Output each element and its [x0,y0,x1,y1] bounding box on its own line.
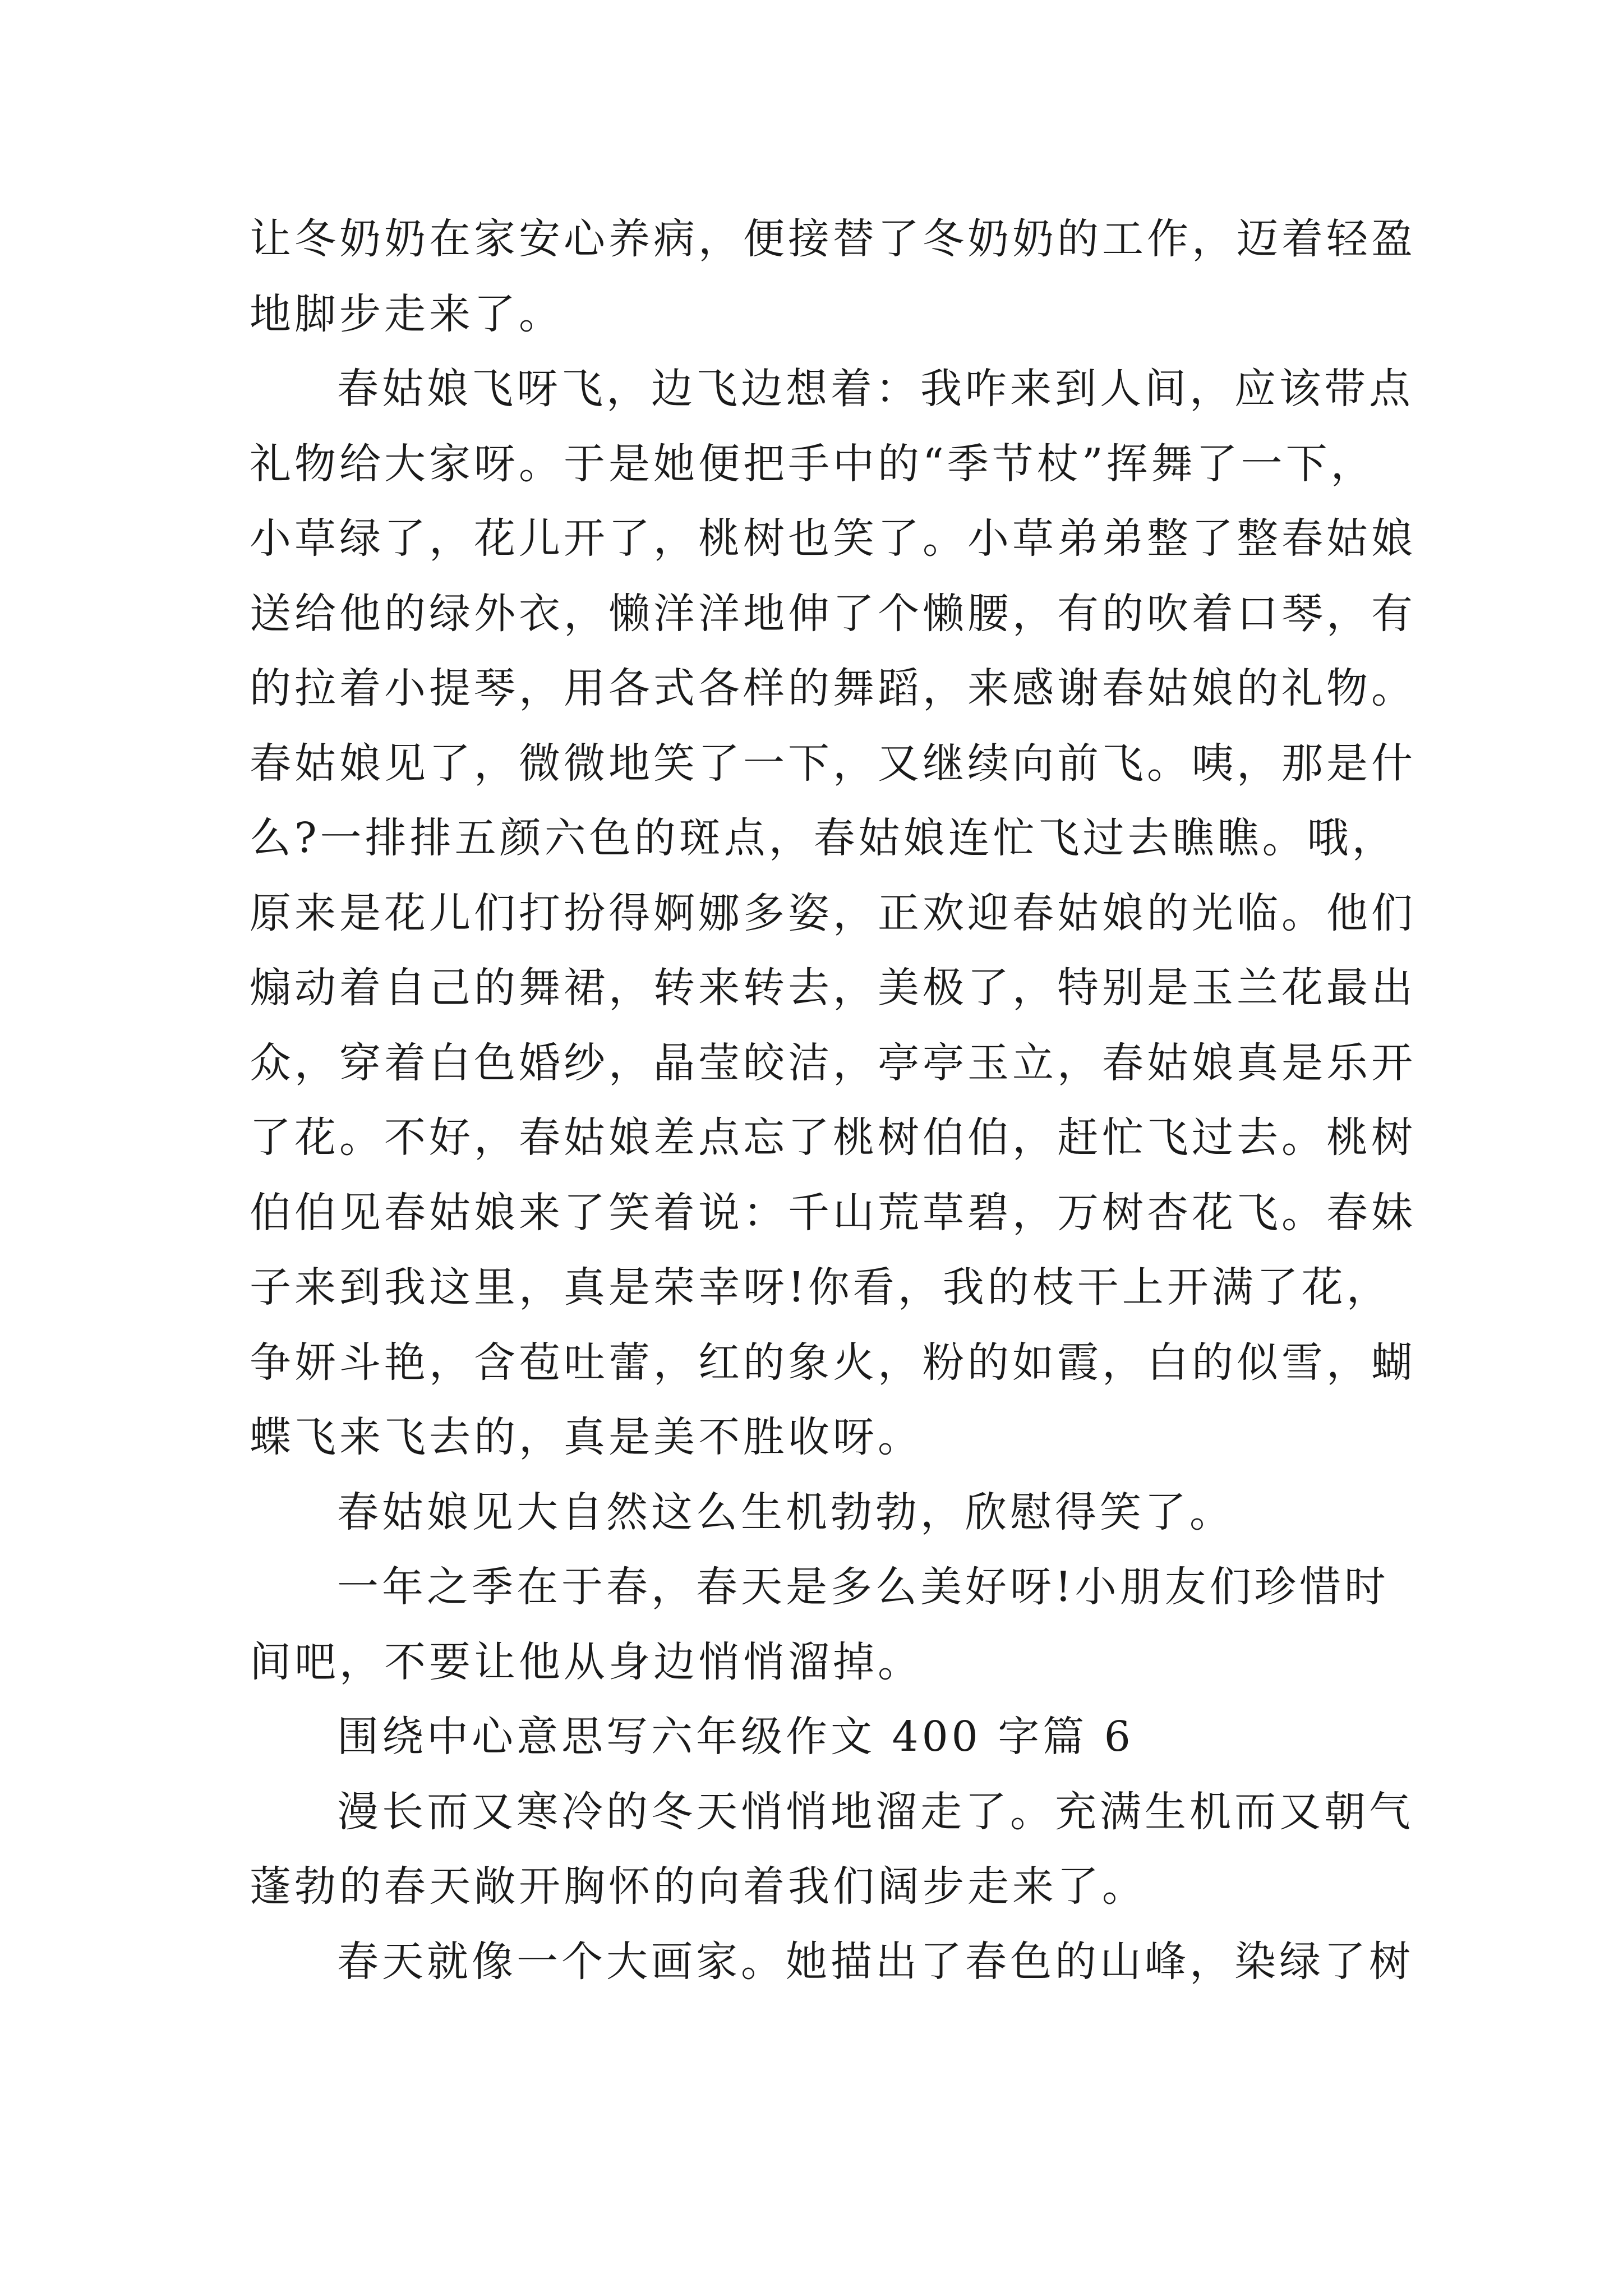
text-line: 争妍斗艳，含苞吐蕾，红的象火，粉的如霞，白的似雪，蝴 [250,1338,1416,1387]
text-line: 春姑娘见了，微微地笑了一下，又继续向前飞。咦，那是什 [250,739,1416,788]
paragraph [250,1775,1414,1925]
paragraph [250,1700,1377,1775]
text-line: 众，穿着白色婚纱，晶莹皎洁，亭亭玉立，春姑娘真是乐开 [250,1038,1416,1087]
text-line: 么?一排排五颜六色的斑点，春姑娘连忙飞过去瞧瞧。哦， [250,814,1397,862]
text-line: 的拉着小提琴，用各式各样的舞蹈，来感谢春姑娘的礼物。 [250,664,1416,712]
text-line: 送给他的绿外衣，懒洋洋地伸了个懒腰，有的吹着口琴，有 [250,589,1416,638]
text-line: 蓬勃的春天敞开胸怀的向着我们阔步走来了。 [250,1862,1147,1911]
text-line: 了花。不好，春姑娘差点忘了桃树伯伯，赶忙飞过去。桃树 [250,1114,1416,1162]
text-line: 春天就像一个大画家。她描出了春色的山峰，染绿了树 [337,1937,1414,1986]
text-line: 原来是花儿们打扮得婀娜多姿，正欢迎春姑娘的光临。他们 [250,889,1416,937]
document-body [250,202,1416,1999]
text-line: 煽动着自己的舞裙，转来转去，美极了，特别是玉兰花最出 [250,964,1416,1012]
paragraph [250,1925,1414,2000]
text-line: 一年之季在于春，春天是多么美好呀!小朋友们珍惜时 [337,1563,1389,1611]
text-line: 地脚步走来了。 [250,289,564,338]
text-line: 让冬奶奶在家安心养病，便接替了冬奶奶的工作，迈着轻盈 [250,215,1416,263]
text-line: 子来到我这里，真是荣幸呀!你看，我的枝干上开满了花， [250,1263,1391,1312]
text-line: 伯伯见春姑娘来了笑着说：千山荒草碧，万树杏花飞。春妹 [250,1188,1416,1237]
paragraph [250,352,1416,1475]
text-line: 小草绿了，花儿开了，桃树也笑了。小草弟弟整了整春姑娘 [250,514,1416,563]
paragraph [250,202,1416,352]
text-line: 春姑娘飞呀飞，边飞边想着：我咋来到人间，应该带点 [337,365,1414,413]
text-line: 蝶飞来飞去的，真是美不胜收呀。 [250,1413,923,1461]
text-line: 围绕中心意思写六年级作文 400 字篇 6 [337,1713,1134,1761]
paragraph [250,1550,1389,1700]
text-line: 间吧，不要让他从身边悄悄溜掉。 [250,1637,923,1686]
text-line: 春姑娘见大自然这么生机勃勃，欣慰得笑了。 [337,1488,1234,1536]
text-line: 礼物给大家呀。于是她便把手中的“季节杖”挥舞了一下， [250,439,1376,488]
paragraph [250,1475,1377,1550]
text-line: 漫长而又寒冷的冬天悄悄地溜走了。充满生机而又朝气 [337,1787,1414,1836]
